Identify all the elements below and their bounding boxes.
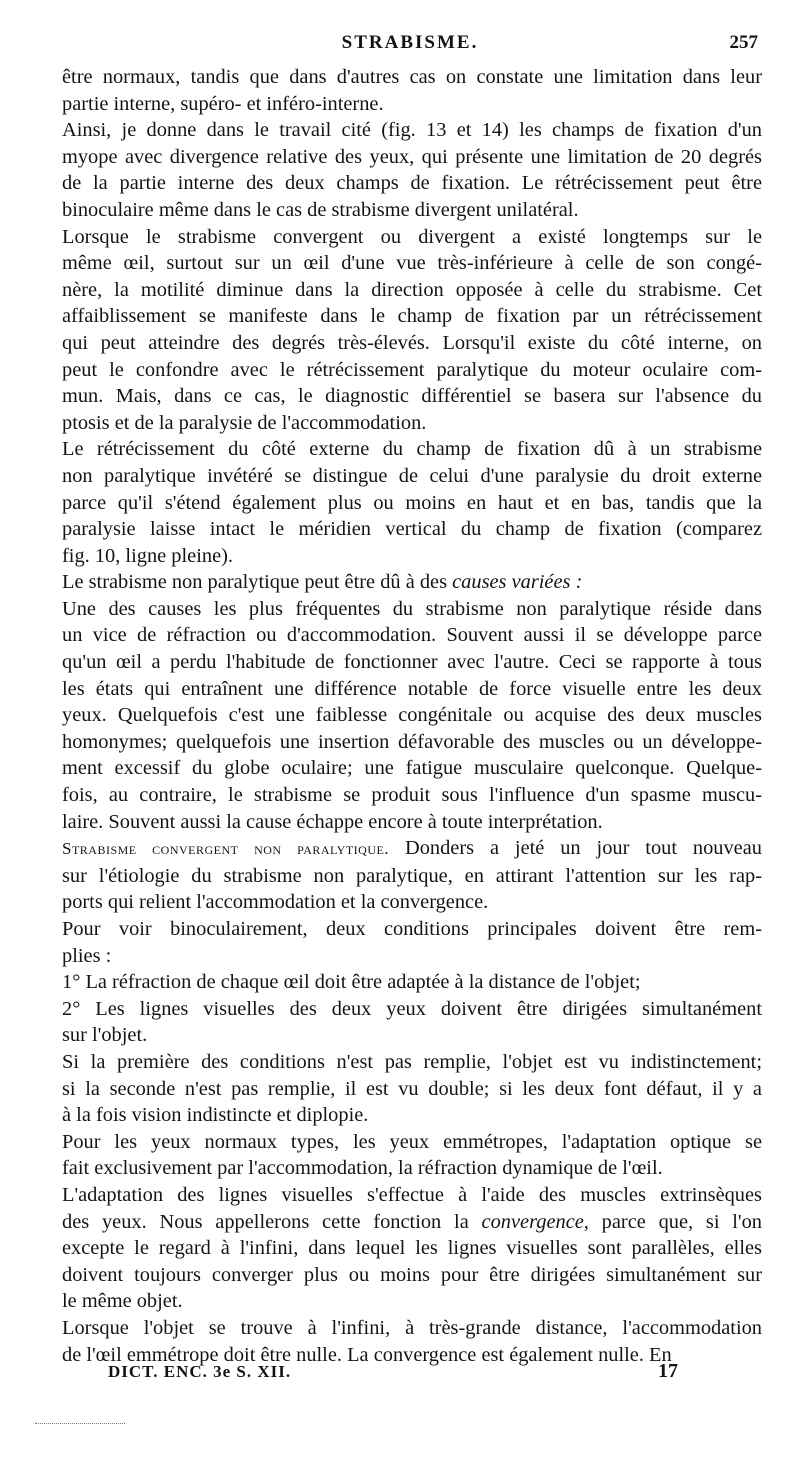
- text-line: mun. Mais, dans ce cas, le diagnostic différentiel se basera sur l'absence du: [62, 385, 762, 408]
- paragraph: [62, 996, 762, 1049]
- text-line: être normaux, tandis que dans d'autres cas on constate une limitation dans leur: [62, 66, 762, 88]
- sheet-number: 17: [658, 1360, 678, 1382]
- text-line: même œil, surtout sur un œil d'une vue très-inférieure à celle de son congé-: [62, 252, 762, 275]
- text-line: un vice de réfraction ou d'accommodation. Souvent aussi il se développe parce: [62, 624, 762, 647]
- text-line: nère, la motilité diminue dans la direction opposée à celle du strabisme. Cet: [62, 278, 762, 301]
- paragraph: [62, 569, 762, 596]
- text-line: de la partie interne des deux champs de fixation. Le rétrécissement peut être: [62, 172, 762, 195]
- text-line: Ainsi, je donne dans le travail cité (fig. 13 et 14) les champs de fixation d'un: [62, 119, 762, 142]
- text-line: Pour les yeux normaux types, les yeux emmétropes, l'adaptation optique se: [62, 1130, 762, 1153]
- dotted-rule: [35, 1423, 125, 1426]
- text-line: le même objet.: [62, 1290, 183, 1313]
- paragraph: [62, 1182, 762, 1315]
- text-line: yeux. Quelquefois c'est une faiblesse congénitale ou acquise des deux muscles: [62, 704, 762, 727]
- signature-mark: DICT. ENC. 3e S. XII.: [108, 1362, 292, 1381]
- page-number: 257: [729, 32, 758, 53]
- text-line: doivent toujours converger plus ou moins pour être dirigées simultanément sur: [62, 1263, 762, 1286]
- text-line: fait exclusivement par l'accommodation, la réfraction dynamique de l'œil.: [62, 1157, 663, 1180]
- text-line: ment excessif du globe oculaire; une fatigue musculaire quelconque. Quelque-: [62, 757, 762, 780]
- text-line: excepte le regard à l'infini, dans lequel les lignes visuelles sont parallèles, elles: [62, 1237, 762, 1260]
- paragraph: [62, 436, 762, 569]
- paragraph: [62, 1049, 762, 1129]
- text-line: si la seconde n'est pas remplie, il est vu double; si les deux font défaut, il y a: [62, 1077, 762, 1100]
- text-line: les états qui entraînent une différence notable de force visuelle entre les deux: [62, 677, 762, 700]
- text-line: Le rétrécissement du côté externe du champ de fixation dû à un strabisme: [62, 438, 762, 461]
- paragraph: [62, 916, 762, 969]
- text-line: Pour voir binoculairement, deux conditions principales doivent être rem-: [62, 918, 762, 940]
- text-line: plies :: [62, 944, 112, 967]
- text-line: Si la première des conditions n'est pas remplie, l'objet est vu indistinctement;: [62, 1050, 762, 1073]
- page-header: [60, 30, 760, 56]
- text-line: paralysie laisse intact le méridien vertical du champ de fixation (comparez: [62, 518, 762, 541]
- text-line: à la fois vision indistincte et diplopie.: [62, 1104, 369, 1127]
- text-line: ptosis et de la paralysie de l'accommodation.: [62, 411, 427, 434]
- text-line: sur l'objet.: [62, 1024, 148, 1047]
- body-text: [62, 64, 762, 1368]
- text-line: binoculaire même dans le cas de strabisme divergent unilatéral.: [62, 198, 579, 221]
- text-line: ports qui relient l'accommodation et la convergence.: [62, 891, 489, 914]
- text-line: Lorsque le strabisme convergent ou divergent a existé longtemps sur le: [62, 225, 762, 248]
- text-line: fois, au contraire, le strabisme se produit sous l'influence d'un spasme muscu-: [62, 784, 762, 807]
- paragraph: [62, 117, 762, 223]
- text-line: Le strabisme non paralytique peut être dû à des causes variées :: [62, 571, 583, 594]
- text-line: non paralytique invétéré se distingue de celui d'une paralysie du droit externe: [62, 464, 762, 487]
- text-line: parce qu'il s'étend également plus ou moins en haut et en bas, tandis que la: [62, 491, 762, 514]
- paragraph: [62, 224, 762, 437]
- text-line: des yeux. Nous appellerons cette fonction la convergence, parce que, si l'on: [62, 1210, 762, 1233]
- text-line: 1° La réfraction de chaque œil doit être adaptée à la distance de l'objet;: [62, 971, 641, 994]
- running-title: STRABISME.: [341, 32, 479, 53]
- text-line: peut le confondre avec le rétrécissement paralytique du moteur oculaire com-: [62, 358, 762, 381]
- text-line: L'adaptation des lignes visuelles s'effectue à l'aide des muscles extrinsèques: [62, 1183, 762, 1206]
- text-line: 2° Les lignes visuelles des deux yeux doivent être dirigées simultanément: [62, 997, 762, 1020]
- page-footer: [108, 1360, 688, 1388]
- text-line: qui peut atteindre des degrés très-élevés. Lorsqu'il existe du côté interne, on: [62, 331, 762, 354]
- paragraph: [62, 64, 762, 117]
- text-line: laire. Souvent aussi la cause échappe encore à toute interprétation.: [62, 810, 603, 833]
- text-line: myope avec divergence relative des yeux, qui présente une limitation de 20 degrés: [62, 145, 762, 168]
- text-line: sur l'étiologie du strabisme non paralytique, en attirant l'attention sur les rap-: [62, 864, 762, 887]
- text-line: de l'œil emmétrope doit être nulle. La convergence est également nulle. En: [62, 1343, 672, 1366]
- text-line: fig. 10, ligne pleine).: [62, 544, 234, 567]
- paragraph: [62, 969, 762, 996]
- paragraph: [62, 835, 762, 916]
- text-line: qu'un œil a perdu l'habitude de fonctionner avec l'autre. Ceci se rapporte à tous: [62, 651, 762, 674]
- text-line: Une des causes les plus fréquentes du strabisme non paralytique réside dans: [62, 597, 762, 620]
- text-line: partie interne, supéro- et inféro-interne.: [62, 92, 384, 115]
- paragraph: [62, 1129, 762, 1182]
- paragraph: [62, 596, 762, 835]
- text-line: affaiblissement se manifeste dans le champ de fixation par un rétrécissement: [62, 305, 762, 328]
- text-line: Lorsque l'objet se trouve à l'infini, à très-grande distance, l'accommodation: [62, 1316, 762, 1339]
- text-line: homonymes; quelquefois une insertion défavorable des muscles ou un développe-: [62, 730, 762, 753]
- text-line: Strabisme convergent non paralytique. Donders a jeté un jour tout nouveau: [62, 837, 762, 860]
